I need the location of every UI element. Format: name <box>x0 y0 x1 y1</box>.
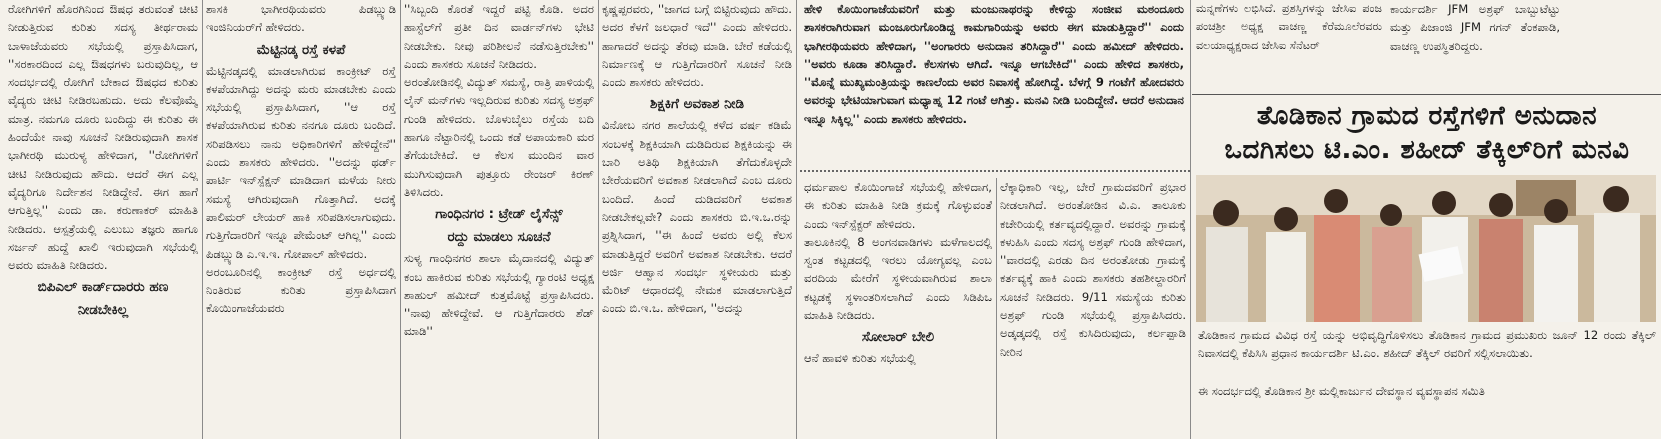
column-1 <box>8 0 198 439</box>
photo-caption-continued: ಈ ಸಂದರ್ಭದಲ್ಲಿ ತೊಡಿಕಾನ ಶ್ರೀ ಮಲ್ಲಿಕಾರ್ಜುನ ದೇವಸ್ಥಾನ ವ್ಯವಸ್ಥಾಪನ ಸಮಿತಿ <box>1198 384 1485 398</box>
subheading: ಬಿಪಿಎಲ್ ಕಾರ್ಡ್‌ದಾರರು ಹಣ <box>37 279 169 296</box>
subheading: ಗಾಂಧಿನಗರ : ಟ್ರೇಡ್ ಲೈಸೆನ್ಸ್ <box>435 206 563 223</box>
body-paragraph: ಮನ್ನಣೆಗಳು ಲಭಿಸಿದೆ. ಪ್ರಶಸ್ತಿಗಳನ್ನು ಜೇಸಿಐ ಪಂಜ ಪಂಚಶ್ರೀ ಅಧ್ಯಕ್ಷ ವಾಚಣ್ಣ ಕೆರೆಮೂಲೆರವರು ವಲಯಾಧ್ಯಕ್ಷರಾದ ಜೇಸಿಐ ಸೆನೆಟರ್ <box>1196 2 1382 52</box>
body-paragraph: ಅರಂಬೂರಿನಲ್ಲಿ ಕಾಂಕ್ರೀಟ್ ರಸ್ತೆ ಅರ್ಧದಲ್ಲಿ ನಿಂತಿರುವ ಕುರಿತು ಪ್ರಸ್ತಾಪಿಸಿದಾಗ ಕೊಯಿಂಗಾಜೆಯವರು <box>206 264 396 316</box>
body-paragraph: ಲೆಕ್ಕಾಧಿಕಾರಿ ಇಲ್ಲ, ಬೇರೆ ಗ್ರಾಮದವರಿಗೆ ಪ್ರಭಾರ ನೀಡಲಾಗಿದೆ. ಅರಂತೋಡಿನ ವಿ.ಎ. ತಾಲೂಕು ಕಚೇರಿಯಲ್ಲಿ ಕರ್ತವ್ಯದಲ್ಲಿದ್ದಾರೆ. ಅವರನ್ನು ಗ್ರಾಮಕ್ಕೆ ಕಳುಹಿಸಿ ಎಂದು ಸದಸ್ಯ ಅಶ್ರಫ್ ಗುಂಡಿ ಹೇಳಿದಾಗ, ''ವಾರದಲ್ಲಿ ಎರಡು ದಿನ ಅರಂತೋಡು ಗ್ರಾಮಕ್ಕೆ ಕರ್ತವ್ಯಕ್ಕೆ ಹಾಕಿ ಎಂದು ಶಾಸಕರು ತಹಶೀಲ್ದಾರರಿಗೆ ಸೂಚನೆ ನೀಡಿದರು. 9/11 ಸಮಸ್ಯೆಯ ಕುರಿತು ಅಶ್ರಫ್ ಗುಂಡಿ ಸಭೆಯಲ್ಲಿ ಪ್ರಸ್ತಾಪಿಸಿದರು. ಅಡ್ಕಡ್ಕದಲ್ಲಿ ರಸ್ತೆ ಕುಸಿದಿರುವುದು, ಕರ್ಲಪ್ಪಾಡಿ ನೀರಿನ <box>1000 180 1186 359</box>
body-paragraph: ''ಸಿಬ್ಬಂದಿ ಕೊರತೆ ಇದ್ದರೆ ಪಟ್ಟಿ ಕೊಡಿ. ಅದರ ಹಾಸ್ಟೆಲ್‌ಗೆ ಪ್ರತೀ ದಿನ ವಾರ್ಡನ್‌ಗಳು ಭೇಟಿ ನೀಡಬೇಕು. ನೀವು ಪರಿಶೀಲನೆ ನಡೆಸುತ್ತಿರಬೇಕು'' ಎಂದು ಶಾಸಕರು ಸೂಚನೆ ನೀಡಿದರು. <box>404 2 594 71</box>
photo-caption: ತೊಡಿಕಾನ ಗ್ರಾಮದ ವಿವಿಧ ರಸ್ತೆ ಯನ್ನು ಅಭಿವೃದ್ಧಿಗೊಳಿಸಲು ತೊಡಿಕಾನ ಗ್ರಾಮದ ಪ್ರಮುಖರು ಜೂನ್ 12 ರಂದು ತೆಕ್ಕಿಲ್ ನಿವಾಸದಲ್ಲಿ ಕೆಪಿಸಿಸಿ ಪ್ರಧಾನ ಕಾರ್ಯದರ್ಶಿ ಟಿ.ಎಂ. ಶಹೀದ್ ತೆಕ್ಕಿಲ್ ರವರಿಗೆ ಸಲ್ಲಿಸಲಾಯಿತು. <box>1198 328 1656 361</box>
column-6 <box>804 178 992 439</box>
column-4 <box>602 0 792 439</box>
news-photo <box>1196 175 1656 322</box>
subheading: ಸೋಲಾರ್ ಬೇಲಿ <box>861 329 935 346</box>
article-headline-line-2: ಒದಗಿಸಲು ಟಿ.ಎಂ. ಶಹೀದ್ ತೆಕ್ಕಿಲ್‌ರಿಗೆ ಮನವಿ <box>1224 135 1630 165</box>
column-5-boxed-article <box>804 0 1184 163</box>
box-bottom-rule <box>800 170 1190 172</box>
group-photo-illustration <box>1196 175 1656 322</box>
body-paragraph: ಕಾರ್ಯದರ್ಶಿ JFM ಅಶ್ರಫ್ ಬಾಬ್ಬುಟೆಟ್ಟು ಮತ್ತು ಪಿಜಾಂಜಿ JFM ಗಗನ್ ತೆಂಕಪಾಡಿ, ವಾಚಣ್ಣ ಉಪಸ್ಥಿತರಿದ್ದರು. <box>1390 2 1560 53</box>
subheading: ರದ್ದು ಮಾಡಲು ಸೂಚನೆ <box>447 229 551 246</box>
article-separator <box>1192 94 1661 95</box>
body-paragraph: ಅರಂತೋಡಿನಲ್ಲಿ ವಿದ್ಯುತ್ ಸಮಸ್ಯೆ, ರಾತ್ರಿ ಪಾಳಿಯಲ್ಲಿ ಲೈನ್ ಮನ್‌ಗಳು ಇಲ್ಲದಿರುವ ಕುರಿತು ಸದಸ್ಯ ಅಶ್ರಫ್ ಗುಂಡಿ ಹೇಳಿದರು. ಬೊಳುಬೈಲು ರಸ್ತೆಯ ಬದಿ ಹಾಗೂ ನೆಟ್ಟಾರಿನಲ್ಲಿ ಒಂದು ಕಡೆ ಅಪಾಯಕಾರಿ ಮರ ತೆಗೆಯಬೇಕಿದೆ. ಆ ಕೆಲಸ ಮುಂದಿನ ವಾರ ಮುಗಿಸುವುದಾಗಿ ಪುತ್ತೂರು ರೇಂಜರ್ ಕಿರಣ್ ತಿಳಿಸಿದರು. <box>404 75 594 199</box>
column-divider <box>400 0 401 439</box>
column-7 <box>1000 178 1186 439</box>
body-paragraph: ತಾಲೂಕಿನಲ್ಲಿ 8 ಅಂಗನವಾಡಿಗಳು ಮಳೆಗಾಲದಲ್ಲಿ ಸ್ವಂತ ಕಟ್ಟಡದಲ್ಲಿ ಇರಲು ಯೋಗ್ಯವಲ್ಲ ಎಂಬ ವರದಿಯ ಮೇರೆಗೆ ಸ್ಥಳೀಯವಾಗಿರುವ ಶಾಲಾ ಕಟ್ಟಡಕ್ಕೆ ಸ್ಥಳಾಂತರಿಸಲಾಗಿದೆ ಎಂದು ಸಿಡಿಪಿಒ ಮಾಹಿತಿ ನೀಡಿದರು. <box>804 234 992 323</box>
column-divider <box>598 0 599 439</box>
column-divider <box>996 178 997 439</box>
body-paragraph: ಆನೆ ಹಾವಳಿ ಕುರಿತು ಸಭೆಯಲ್ಲಿ <box>804 351 916 366</box>
body-paragraph: ಕೃಷ್ಣಪ್ಪರವರು, ''ಜಾಗದ ಬಗ್ಗೆ ಬಿಟ್ಟಿರುವುದು ಹೌದು. ಅದರ ಕೆಳಗೆ ಜಲಧಾರೆ ಇದೆ'' ಎಂದು ಹೇಳಿದರು. ಹಾಗಾದರೆ ಅದನ್ನು ತೆರವು ಮಾಡಿ. ಬೇರೆ ಕಡೆಯಲ್ಲಿ ನಿರ್ಮಾಣಕ್ಕೆ ಆ ಗುತ್ತಿಗೆದಾರರಿಗೆ ಸೂಚನೆ ನೀಡಿ ಎಂದು ಶಾಸಕರು ಹೇಳಿದರು. <box>602 2 792 90</box>
body-paragraph: ರೋಗಿಗಳಿಗೆ ಹೊರಗಿನಿಂದ ಔಷಧ ತರುವಂತೆ ಚೀಟಿ ನೀಡುತ್ತಿರುವ ಕುರಿತು ಸದಸ್ಯ ತೀರ್ಥರಾಮ ಬಾಳಾಜೆಯವರು ಸಭೆಯಲ್ಲಿ ಪ್ರಸ್ತಾಪಿಸಿದಾಗ, ''ಸರಕಾರದಿಂದ ಎಲ್ಲ ಔಷಧಗಳು ಬರುವುದಿಲ್ಲ, ಆ ಸಂದರ್ಭದಲ್ಲಿ ರೋಗಿಗೆ ಬೇಕಾದ ಔಷಧದ ಕುರಿತು ವೈದ್ಯರು ಚೀಟಿ ನೀಡಿರಬಹುದು. ಅದು ಕೆಲವೊಮ್ಮೆ ಮಾತ್ರ. ನಮಗೂ ದೂರು ಬಂದಿದ್ದು ಈ ಕುರಿತು ಈ ಹಿಂದೆಯೇ ನಾವು ಸೂಚನೆ ನೀಡಿರುವುದಾಗಿ ಶಾಸಕ ಭಾಗೀರಥಿ ಮುರುಳ್ಯ ಹೇಳಿದಾಗ, ''ರೋಗಿಗಳಿಗೆ ಚೀಟಿ ನೀಡಿರುವುದು ಹೌದು. ಆದರೆ ಈಗ ಎಲ್ಲ ವೈದ್ಯರಿಗೂ ನಿರ್ದೇಶನ ನೀಡಿದ್ದೇನೆ. ಈಗ ಹಾಗೆ ಆಗುತ್ತಿಲ್ಲ'' ಎಂದು ಡಾ. ಕರುಣಾಕರ್ ಮಾಹಿತಿ ನೀಡಿದರು. ಆಸ್ಪತ್ರೆಯಲ್ಲಿ ಎಲುಬು ತಜ್ಞರು ಹಾಗೂ ಸರ್ಜನ್ ಹುದ್ದೆ ಖಾಲಿ ಇರುವುದಾಗಿ ಸಭೆಯಲ್ಲಿ ಅವರು ಮಾಹಿತಿ ನೀಡಿದರು. <box>8 2 198 273</box>
body-paragraph: ಮೆಟ್ಟಿನಡ್ಕದಲ್ಲಿ ಮಾಡಲಾಗಿರುವ ಕಾಂಕ್ರೀಟ್ ರಸ್ತೆ ಕಳಪೆಯಾಗಿದ್ದು ಅದನ್ನು ಮರು ಮಾಡಬೇಕು ಎಂದು ಸಭೆಯಲ್ಲಿ ಪ್ರಸ್ತಾಪಿಸಿದಾಗ, ''ಆ ರಸ್ತೆ ಕಳಪೆಯಾಗಿರುವ ಕುರಿತು ನನಗೂ ದೂರು ಬಂದಿದೆ. ಸರಿಪಡಿಸಲು ನಾನು ಅಧಿಕಾರಿಗಳಿಗೆ ಹೇಳಿದ್ದೇನೆ'' ಎಂದು ಶಾಸಕರು ಹೇಳಿದರು. ''ಅದನ್ನು ಥರ್ಡ್ ಪಾರ್ಟಿ ಇನ್‌ಸ್ಪೆಕ್ಷನ್ ಮಾಡಿದಾಗ ಮಳೆಯ ನೀರು ಸಮಸ್ಯೆ ಆಗಿರುವುದಾಗಿ ಗೊತ್ತಾಗಿದೆ. ಅದಕ್ಕೆ ಪಾಲಿಮರ್ ಲೇಯರ್ ಹಾಕಿ ಸರಿಪಡಿಸಲಾಗುವುದು. ಗುತ್ತಿಗೆದಾರರಿಗೆ ಇನ್ನೂ ಪೇಮೆಂಟ್ ಆಗಿಲ್ಲ'' ಎಂದು ಪಿಡಬ್ಲ್ಯುಡಿ ಎ.ಇ.ಇ. ಗೋಪಾಲ್ ಹೇಳಿದರು. <box>206 63 396 261</box>
column-3 <box>404 0 594 439</box>
column-9 <box>1390 0 1560 92</box>
body-paragraph: ಹೇಳಿ ಕೊಯಿಂಗಾಜೆಯವರಿಗೆ ಮತ್ತು ಮಂಜುನಾಥರನ್ನು ಕೇಳಿದ್ದು ಸಂಜೀವ ಮಠಂದೂರು ಶಾಸಕರಾಗಿರುವಾಗ ಮಂಜೂರುಗೊಂಡಿದ್ದ ಕಾಮಗಾರಿಯನ್ನು ಅವರು ಈಗ ಮಾಡುತ್ತಿದ್ದಾರೆ'' ಎಂದು ಭಾಗೀರಥಿಯವರು ಹೇಳಿದಾಗ, ''ಅಂಗಾರರು ಅನುದಾನ ತರಿಸಿದ್ದಾರೆ'' ಎಂದು ಹಮೀದ್ ಹೇಳಿದರು. ''ಅವರು ಕೂಡಾ ತರಿಸಿದ್ದಾರೆ. ಕೆಲಸಗಳು ಆಗಿದೆ. ಇನ್ನೂ ಆಗಬೇಕಿದೆ'' ಎಂದು ಹೇಳಿದ ಶಾಸಕರು, ''ಮೊನ್ನೆ ಮುಖ್ಯಮಂತ್ರಿಯನ್ನು ಕಾಣಲೆಂದು ಅವರ ನಿವಾಸಕ್ಕೆ ಹೋಗಿದ್ದೆ. ಬೆಳಗ್ಗೆ 9 ಗಂಟೆಗೆ ಹೋದವರು ಅವರನ್ನು ಭೇಟಿಯಾಗುವಾಗ ಮಧ್ಯಾಹ್ನ 12 ಗಂಟೆ ಆಗಿತ್ತು. ಮನವಿ ನೀಡಿ ಬಂದಿದ್ದೇನೆ. ಆದರೆ ಅನುದಾನ ಇನ್ನೂ ಸಿಕ್ಕಿಲ್ಲ'' ಎಂದು ಶಾಸಕರು ಹೇಳಿದರು. <box>804 2 1184 126</box>
column-divider <box>1190 0 1191 439</box>
body-paragraph: ಧರ್ಮಪಾಲ ಕೊಯಿಂಗಾಜೆ ಸಭೆಯಲ್ಲಿ ಹೇಳಿದಾಗ, ಈ ಕುರಿತು ಮಾಹಿತಿ ನೀಡಿ ಕ್ರಮಕ್ಕೆ ಗೊಳ್ಳುವಂತೆ ಎಂದು ಇನ್‌ಸ್ಪೆಕ್ಟರ್ ಹೇಳಿದರು. <box>804 180 992 231</box>
subheading: ನೀಡಬೇಕಿಲ್ಲ <box>77 302 129 319</box>
body-paragraph: ವಿನೋಬ ನಗರ ಶಾಲೆಯಲ್ಲಿ ಕಳೆದ ವರ್ಷ ಕಡಿಮೆ ಸಂಬಳಕ್ಕೆ ಶಿಕ್ಷಕಿಯಾಗಿ ದುಡಿದಿರುವ ಶಿಕ್ಷಕಿಯನ್ನು ಈ ಬಾರಿ ಅತಿಥಿ ಶಿಕ್ಷಕಿಯಾಗಿ ತೆಗೆದುಕೊಳ್ಳದೇ ಬೇರೆಯವರಿಗೆ ಅವಕಾಶ ನೀಡಲಾಗಿದೆ ಎಂಬ ದೂರು ಬಂದಿದೆ. ಹಿಂದೆ ದುಡಿದವರಿಗೆ ಅವಕಾಶ ನೀಡಬೇಕಲ್ಲವೇ? ಎಂದು ಶಾಸಕರು ಬಿ.ಇ.ಒ.ರನ್ನು ಪ್ರಶ್ನಿಸಿದಾಗ, ''ಈ ಹಿಂದೆ ಅವರು ಅಲ್ಲಿ ಕೆಲಸ ಮಾಡುತ್ತಿದ್ದರೆ ಅವರಿಗೆ ಅವಕಾಶ ನೀಡಬೇಕು. ಆದರೆ ಅರ್ಜಿ ಆಹ್ವಾನ ಸಂದರ್ಭ ಸ್ಥಳೀಯರು ಮತ್ತು ಮೆರಿಟ್ ಆಧಾರದಲ್ಲಿ ನೇಮಕ ಮಾಡಲಾಗುತ್ತಿದೆ ಎಂದು ಬಿ.ಇ.ಒ. ಹೇಳಿದಾಗ, ''ಅದನ್ನು <box>602 118 792 316</box>
body-paragraph: ಸುಳ್ಯ ಗಾಂಧಿನಗರ ಶಾಲಾ ಮೈದಾನದಲ್ಲಿ ವಿದ್ಯುತ್ ಕಂಬ ಹಾಕಿರುವ ಕುರಿತು ಸಭೆಯಲ್ಲಿ ಗ್ಯಾರಂಟಿ ಅಧ್ಯಕ್ಷ ಶಾಹುಲ್ ಹಮೀದ್ ಕುತ್ತಮೊಟ್ಟೆ ಪ್ರಸ್ತಾಪಿಸಿದರು. ''ನಾವು ಹೇಳಿದ್ದೇವೆ. ಆ ಗುತ್ತಿಗೆದಾರರು ಶೆಡ್ ಮಾಡಿ'' <box>404 251 594 339</box>
article-headline-line-1: ತೊಡಿಕಾನ ಗ್ರಾಮದ ರಸ್ತೆಗಳಿಗೆ ಅನುದಾನ <box>1256 101 1598 131</box>
column-divider <box>202 0 203 439</box>
body-paragraph: ಶಾಸಕಿ ಭಾಗೀರಥಿಯವರು ಪಿಡಬ್ಲ್ಯುಡಿ ಇಂಜಿನಿಯರ್‌ಗೆ ಹೇಳಿದರು. <box>206 2 396 35</box>
subheading: ಮೆಟ್ಟಿನಡ್ಕ ರಸ್ತೆ ಕಳಪೆ <box>256 41 346 58</box>
subheading: ಶಿಕ್ಷಕಿಗೆ ಅವಕಾಶ ನೀಡಿ <box>650 96 744 113</box>
column-2 <box>206 0 396 439</box>
column-8 <box>1196 0 1382 92</box>
column-divider <box>796 0 797 439</box>
